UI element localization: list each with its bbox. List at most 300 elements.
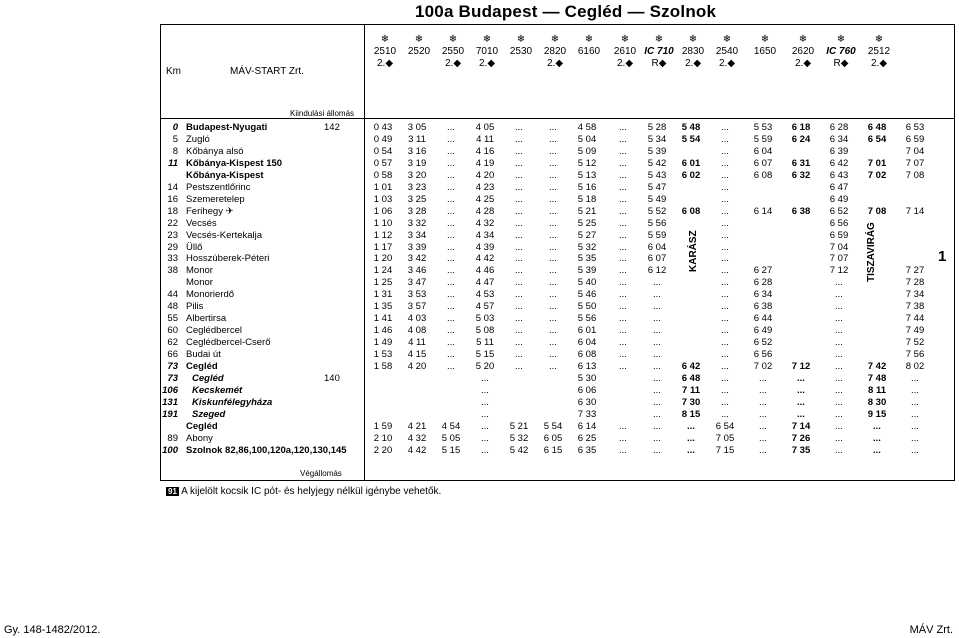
connection-ref: 140 [324,372,340,384]
time-cell: 6 01 [681,157,701,169]
time-cell: 6 52 [829,205,849,217]
train-number: IC 710 [644,46,674,57]
table-row [0,289,959,301]
time-cell: ... [653,396,661,408]
km-cell: 60 [167,325,178,337]
time-cell: 6 25 [577,432,597,444]
time-cell: ... [619,432,627,444]
station-name: Szemeretelep [186,193,245,205]
time-cell: ... [549,193,557,205]
time-cell: ... [447,133,455,145]
time-cell: 6 34 [753,289,773,301]
table-row [0,385,959,397]
time-cell: 1 58 [373,361,393,372]
time-cell: ... [797,372,805,384]
table-row [0,230,959,242]
time-cell: 7 11 [682,384,700,396]
time-cell: 1 49 [373,337,393,349]
time-cell: ... [447,217,455,229]
time-cell: 5 32 [509,432,529,444]
time-cell: ... [721,313,729,325]
time-cell: ... [515,241,523,253]
time-cell: ... [911,408,919,420]
time-cell: 6 44 [753,313,773,325]
time-cell: 3 39 [407,241,427,253]
time-cell: ... [619,289,627,301]
time-cell: 4 21 [407,420,427,432]
time-cell: ... [447,145,455,157]
snowflake-icon: ❄ [516,34,526,45]
time-cell: 4 16 [475,145,495,157]
time-cell: 5 59 [753,133,773,145]
time-cell: ... [653,349,661,361]
time-cell: 6 43 [829,169,849,181]
time-cell: ... [515,169,523,181]
time-cell: 0 43 [373,122,393,133]
time-cell: 6 02 [681,169,701,181]
snowflake-icon: ❄ [722,34,732,45]
time-cell: 5 40 [577,277,597,289]
time-cell: 6 42 [681,361,701,372]
time-cell: ... [721,265,729,277]
time-cell: ... [721,384,729,396]
time-cell: 5 28 [647,122,667,133]
time-cell: ... [447,301,455,313]
time-cell: ... [619,145,627,157]
time-cell: 2 20 [373,444,393,456]
time-cell: 4 32 [407,432,427,444]
time-cell: 5 32 [577,241,597,253]
time-cell: ... [835,277,843,289]
time-cell: 6 14 [577,420,597,432]
time-cell: ... [549,289,557,301]
time-cell: ... [619,169,627,181]
time-cell: 3 46 [407,265,427,277]
time-cell: ... [619,193,627,205]
station-name: Szolnok 82,86,100,120a,120,130,145 [186,444,347,456]
time-cell: ... [549,301,557,313]
km-cell: 66 [167,349,178,361]
train-number: 2610 [613,46,637,57]
table-row [0,397,959,409]
time-cell: ... [515,157,523,169]
time-cell: 1 20 [373,253,393,265]
table-row [0,206,959,218]
snowflake-icon: ❄ [654,34,664,45]
time-cell: ... [759,420,767,432]
time-cell: 7 34 [905,289,925,301]
table-row [0,349,959,361]
time-cell: ... [721,253,729,265]
time-cell: ... [721,325,729,337]
time-cell: 7 07 [905,157,925,169]
time-cell: 5 05 [441,432,461,444]
time-cell: ... [447,241,455,253]
time-cell: 6 31 [791,157,811,169]
time-cell: ... [653,384,661,396]
km-cell: 191 [162,408,178,420]
time-cell: 3 25 [407,193,427,205]
station-name: Hosszúberek-Péteri [186,253,270,265]
snowflake-icon: ❄ [798,34,808,45]
time-cell: 1 03 [373,193,393,205]
time-cell: ... [653,325,661,337]
time-cell: ... [549,277,557,289]
time-cell: 6 59 [905,133,925,145]
time-cell: 1 53 [373,349,393,361]
time-cell: 6 27 [753,265,773,277]
time-cell: 1 41 [373,313,393,325]
time-cell: 6 06 [577,384,597,396]
time-cell: 5 50 [577,301,597,313]
time-cell: ... [549,157,557,169]
table-row [0,325,959,337]
time-cell: ... [835,361,843,372]
time-cell: ... [515,361,523,372]
km-cell: 18 [167,205,178,217]
time-cell: ... [619,181,627,193]
time-cell: ... [721,289,729,301]
time-cell: ... [619,217,627,229]
time-cell: ... [835,349,843,361]
train-number: 6160 [577,46,601,57]
time-cell: 7 27 [905,265,925,277]
time-cell: 6 56 [829,217,849,229]
time-cell: 6 35 [577,444,597,456]
time-cell: 5 16 [577,181,597,193]
time-cell: 5 48 [681,122,701,133]
time-cell: 5 42 [509,444,529,456]
time-cell: 6 34 [829,133,849,145]
time-cell: ... [797,384,805,396]
time-cell: 6 04 [647,241,667,253]
time-cell: 5 15 [475,349,495,361]
time-cell: 4 23 [475,181,495,193]
time-cell: 4 05 [475,122,495,133]
station-name: Kőbánya-Kispest 150 [186,157,283,169]
train-number: IC 760 [826,46,856,57]
time-cell: ... [549,181,557,193]
time-cell: 6 08 [753,169,773,181]
time-cell: 5 20 [475,361,495,372]
time-cell: 1 06 [373,205,393,217]
km-cell: 8 [172,145,178,157]
time-cell: ... [481,444,489,456]
time-cell: 6 38 [753,301,773,313]
time-cell: 4 20 [407,361,427,372]
station-name: Zugló [186,133,210,145]
time-cell: ... [481,408,489,420]
time-cell: ... [759,444,767,456]
snowflake-icon: ❄ [550,34,560,45]
time-cell: ... [759,372,767,384]
station-name: Abony [186,432,213,444]
time-cell: 5 54 [681,133,701,145]
time-cell: ... [721,217,729,229]
time-cell: 4 42 [407,444,427,456]
time-cell: 4 46 [475,265,495,277]
time-cell: 1 12 [373,229,393,241]
station-name: Vecsés [186,217,217,229]
time-cell: 6 05 [543,432,563,444]
time-cell: 6 47 [829,181,849,193]
station-name: Pilis [186,301,204,313]
station-name: Cegléd [186,361,218,372]
time-cell: ... [515,301,523,313]
table-row [0,253,959,265]
km-cell: 62 [167,337,178,349]
time-cell: 6 14 [753,205,773,217]
time-cell: ... [619,277,627,289]
time-cell: 7 28 [905,277,925,289]
train-number: 2620 [791,46,815,57]
time-cell: 6 28 [753,277,773,289]
time-cell: ... [911,432,919,444]
time-cell: ... [619,301,627,313]
time-cell: 4 25 [475,193,495,205]
time-cell: 4 53 [475,289,495,301]
time-cell: 4 11 [476,133,494,145]
time-cell: ... [653,444,661,456]
time-cell: 6 07 [753,157,773,169]
time-cell: 7 01 [867,157,887,169]
time-cell: 5 03 [475,313,495,325]
time-cell: ... [721,361,729,372]
km-cell: 22 [167,217,178,229]
time-cell: ... [721,145,729,157]
table-row [0,182,959,194]
time-cell: 8 30 [867,396,887,408]
time-cell: ... [759,384,767,396]
time-cell: 5 21 [509,420,529,432]
class-mark: 2.◆ [376,58,394,69]
origin-label: Kiindulási állomás [290,109,355,118]
time-cell: 5 12 [577,157,597,169]
train-number: 2510 [373,46,397,57]
snowflake-icon: ❄ [620,34,630,45]
time-cell: 3 23 [407,181,427,193]
time-cell: ... [447,313,455,325]
time-cell: 5 27 [577,229,597,241]
time-cell: 3 19 [407,157,427,169]
time-cell: 8 02 [905,361,925,372]
page-number: 1 [938,248,947,265]
time-cell: 4 32 [475,217,495,229]
time-cell: 4 42 [475,253,495,265]
table-row [0,122,959,134]
time-cell: 7 52 [905,337,925,349]
table-row [0,158,959,170]
time-cell: ... [481,396,489,408]
time-cell: ... [549,265,557,277]
km-cell: 89 [167,432,178,444]
time-cell: 6 07 [647,253,667,265]
time-cell: ... [653,277,661,289]
time-cell: ... [911,384,919,396]
snowflake-icon: ❄ [584,34,594,45]
km-cell: 29 [167,241,178,253]
time-cell: 5 11 [476,337,494,349]
time-cell: ... [515,229,523,241]
destination-label: Végállomás [300,469,342,478]
time-cell: 3 53 [407,289,427,301]
table-row [0,337,959,349]
km-cell: 11 [168,157,178,169]
km-cell: 5 [172,133,178,145]
station-name: Szeged [192,408,226,420]
time-cell: 7 05 [715,432,735,444]
station-name: Pestszentlőrinc [186,181,251,193]
time-cell: 4 47 [475,277,495,289]
class-mark: 2.◆ [684,58,702,69]
time-cell: ... [447,205,455,217]
time-cell: ... [721,408,729,420]
time-cell: 0 58 [373,169,393,181]
time-cell: 5 56 [577,313,597,325]
time-cell: ... [687,420,695,432]
time-cell: ... [619,229,627,241]
time-cell: ... [619,122,627,133]
time-cell: ... [549,217,557,229]
time-cell: ... [653,408,661,420]
time-cell: ... [515,277,523,289]
time-cell: 3 16 [407,145,427,157]
station-name: Budai út [186,349,221,361]
time-cell: 0 54 [373,145,393,157]
station-name: Budapest-Nyugati [186,122,268,133]
time-cell: 3 34 [407,229,427,241]
station-name: Ceglédbercel [186,325,242,337]
time-cell: 4 54 [441,420,461,432]
time-cell: ... [447,289,455,301]
time-cell: 5 35 [577,253,597,265]
time-cell: ... [515,349,523,361]
time-cell: ... [721,122,729,133]
time-cell: ... [549,241,557,253]
time-cell: ... [721,337,729,349]
time-cell: ... [721,372,729,384]
time-cell: ... [835,372,843,384]
time-cell: ... [873,444,881,456]
time-cell: 6 56 [753,349,773,361]
train-number: 1650 [753,46,777,57]
time-cell: ... [515,122,523,133]
time-cell: 7 33 [577,408,597,420]
time-cell: ... [619,349,627,361]
time-cell: 6 42 [829,157,849,169]
time-cell: ... [549,349,557,361]
time-cell: ... [759,396,767,408]
time-cell: ... [549,133,557,145]
time-cell: 2 10 [373,432,393,444]
time-cell: 6 13 [577,361,597,372]
time-cell: ... [653,372,661,384]
time-cell: 8 15 [681,408,701,420]
station-name: Kiskunfélegyháza [192,396,273,408]
time-cell: 6 08 [577,349,597,361]
time-cell: 7 02 [867,169,887,181]
time-cell: ... [835,444,843,456]
time-cell: 1 17 [373,241,393,253]
time-cell: 5 09 [577,145,597,157]
time-cell: 4 20 [475,169,495,181]
km-cell: 73 [167,372,178,384]
time-cell: 1 24 [373,265,393,277]
time-cell: ... [447,277,455,289]
time-cell: ... [619,313,627,325]
connection-ref: 142 [324,122,340,133]
time-cell: 6 18 [791,122,811,133]
time-cell: ... [759,432,767,444]
time-cell: ... [515,337,523,349]
time-cell: 1 46 [373,325,393,337]
time-cell: ... [481,372,489,384]
time-cell: 6 08 [681,205,701,217]
time-cell: 6 59 [829,229,849,241]
time-cell: 4 08 [407,325,427,337]
time-cell: ... [549,229,557,241]
time-cell: 7 04 [905,145,925,157]
time-cell: 4 57 [475,301,495,313]
time-cell: ... [653,420,661,432]
table-row [0,170,959,182]
time-cell: 7 12 [791,361,811,372]
time-cell: 6 30 [577,396,597,408]
time-cell: ... [515,325,523,337]
table-row [0,301,959,313]
time-cell: 6 52 [753,337,773,349]
km-cell: 14 [167,181,178,193]
time-cell: 4 39 [475,241,495,253]
time-cell: 7 48 [867,372,887,384]
time-cell: ... [721,396,729,408]
time-cell: ... [653,289,661,301]
time-cell: 5 08 [475,325,495,337]
table-row [0,361,959,373]
km-label: Km [166,66,181,77]
time-cell: 6 04 [753,145,773,157]
train-number: 2520 [407,46,431,57]
station-name: Albertirsa [186,313,227,325]
time-cell: 6 24 [791,133,811,145]
time-cell: ... [619,337,627,349]
time-cell: 3 57 [407,301,427,313]
station-name: Cegléd [192,372,224,384]
table-row [0,146,959,158]
time-cell: 5 15 [441,444,461,456]
km-cell: 23 [167,229,178,241]
time-cell: ... [549,169,557,181]
table-row [0,134,959,146]
time-cell: ... [835,289,843,301]
time-cell: ... [619,444,627,456]
table-row [0,433,959,445]
table-row [0,421,959,433]
time-cell: 5 04 [577,133,597,145]
km-cell: 16 [167,193,178,205]
time-cell: ... [653,432,661,444]
snowflake-icon: ❄ [448,34,458,45]
table-row [0,445,959,457]
time-cell: 5 53 [753,122,773,133]
time-cell: 6 53 [905,122,925,133]
class-mark: 2.◆ [718,58,736,69]
time-cell: 6 49 [829,193,849,205]
time-cell: 6 32 [791,169,811,181]
snowflake-icon: ❄ [760,34,770,45]
time-cell: 3 11 [408,133,426,145]
time-cell: ... [447,253,455,265]
